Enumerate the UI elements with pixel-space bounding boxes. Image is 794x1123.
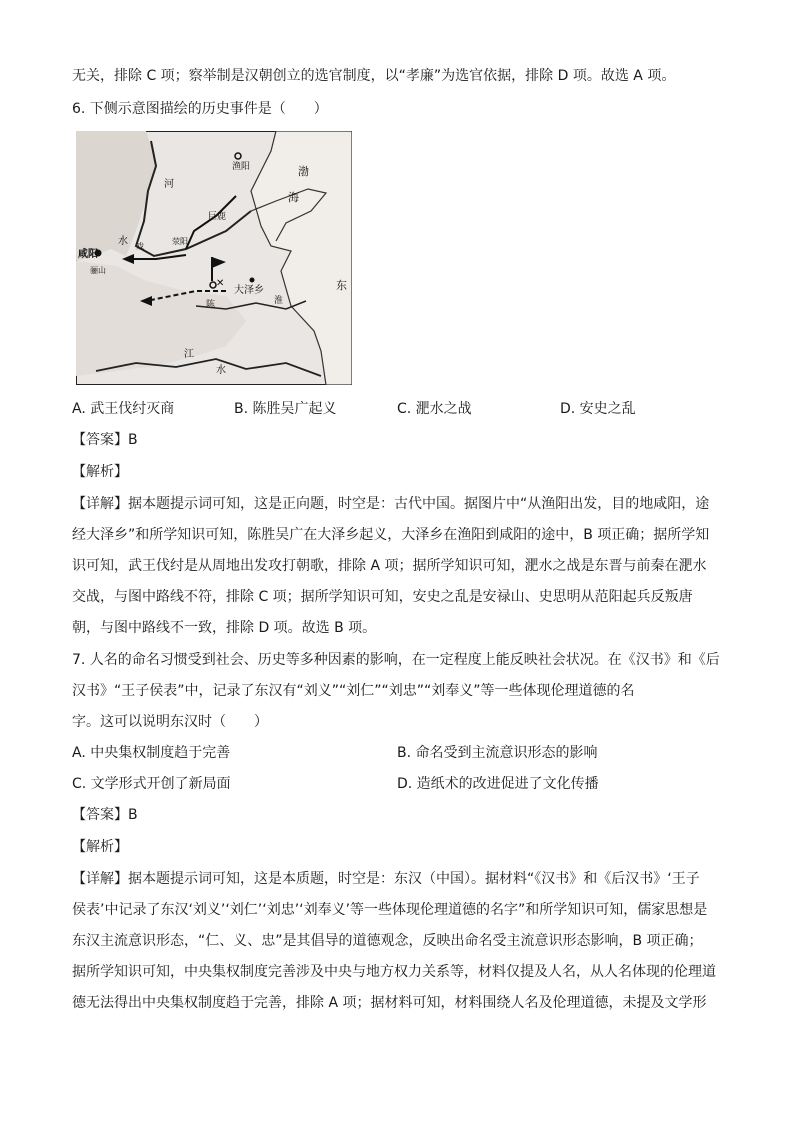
map-label-dazexiang: 大泽乡 [234, 285, 264, 296]
map-label-xi: 戏 [136, 242, 144, 251]
map-label-huai: 淮 [274, 296, 284, 306]
q7-option-d: D. 造纸术的改进促进了文化传播 [397, 776, 599, 792]
map-label-juluX: ✕ [216, 278, 225, 289]
q7-detail-line-5: 德无法得出中央集权制度趋于完善，排除 A 项；据材料可知，材料围绕人名及伦理道德，未提及文学形 [72, 995, 707, 1011]
q7-detail-line-2: 侯表’中记录了东汉‘刘义’‘刘仁’‘刘忠’‘刘奉义’等一些体现伦理道德的名字”和所学知识可知，儒家思想是 [72, 902, 708, 918]
q6-option-c: C. 淝水之战 [397, 401, 472, 417]
q7-option-a: A. 中央集权制度趋于完善 [72, 745, 231, 761]
map-label-jiang: 江 [184, 349, 194, 360]
q7-detail-line-1: 【详解】据本题提示词可知，这是本质题，时空是：东汉（中国）。据材料“《汉书》和《后汉书》‘王子 [72, 871, 700, 887]
map-label-chen: 陈 [206, 300, 216, 310]
question-7-stem-line-1: 7. 人名的命名习惯受到社会、历史等多种因素的影响，在一定程度上能反映社会状况。在《汉书》和《后 [72, 652, 720, 668]
q7-detail-line-3: 东汉主流意识形态，“仁、义、忠”是其倡导的道德观念，反映出命名受主流意识形态影响，B 项正确； [72, 933, 703, 949]
q6-option-d: D. 安史之乱 [560, 401, 636, 417]
q6-detail-line-1: 【详解】据本题提示词可知，这是正向题，时空是：古代中国。据图片中“从渔阳出发，目的地咸阳，途 [72, 496, 710, 512]
q6-option-b: B. 陈胜吴广起义 [234, 401, 337, 417]
q7-option-c: C. 文学形式开创了新局面 [72, 776, 231, 792]
map-label-bo: 渤 [298, 165, 309, 178]
q7-option-b: B. 命名受到主流意识形态的影响 [397, 745, 598, 761]
map-label-xianyang: 咸阳 [78, 249, 98, 260]
q6-analysis-tag: 【解析】 [72, 464, 128, 480]
q6-detail-line-3: 识可知，武王伐纣是从周地出发攻打朝歌，排除 A 项；据所学知识可知，淝水之战是东晋与前秦在淝水 [72, 558, 707, 574]
historical-map [76, 131, 352, 385]
map-label-he: 河 [164, 179, 174, 190]
map-label-lishan: 骊山 [90, 266, 106, 275]
continuation-text: 无关，排除 C 项；察举制是汉朝创立的选官制度，以“孝廉”为选官依据，排除 D 项。故选 A 项。 [72, 68, 676, 84]
map-label-dong: 东 [336, 279, 347, 292]
question-7-stem-line-2: 汉书》“王子侯表”中，记录了东汉有“刘义”“刘仁”“刘忠”“刘奉义”等一些体现伦理道德的名 [72, 683, 635, 699]
q6-detail-line-4: 交战，与图中路线不符，排除 C 项；据所学知识可知，安史之乱是安禄山、史思明从范阳起兵反叛唐 [72, 589, 693, 605]
q6-detail-line-5: 朝，与图中路线不一致，排除 D 项。故选 B 项。 [72, 620, 377, 636]
question-7-stem-line-3: 字。这可以说明东汉时（ ） [72, 714, 268, 730]
q6-answer: 【答案】B [72, 432, 138, 448]
q7-analysis-tag: 【解析】 [72, 839, 128, 855]
q6-option-a: A. 武王伐纣灭商 [72, 401, 175, 417]
map-label-dongyang: 荥阳 [172, 237, 188, 246]
map-label-julu: 巨鹿 [208, 212, 227, 222]
question-6-stem: 6. 下侧示意图描绘的历史事件是（ ） [72, 101, 328, 117]
map-label-hai: 海 [288, 191, 299, 204]
map-label-shui: 水 [118, 236, 128, 247]
q6-detail-line-2: 经大泽乡”和所学知识可知，陈胜吴广在大泽乡起义，大泽乡在渔阳到咸阳的途中，B 项正确；据所学知 [72, 527, 710, 543]
dazexiang-marker [250, 278, 255, 283]
map-label-yuyang: 渔阳 [232, 162, 251, 172]
q7-detail-line-4: 据所学知识可知，中央集权制度完善涉及中央与地方权力关系等，材料仅提及人名，从人名体现的伦理道 [72, 964, 716, 980]
map-label-shui3: 水 [216, 365, 226, 376]
q7-answer: 【答案】B [72, 807, 138, 823]
